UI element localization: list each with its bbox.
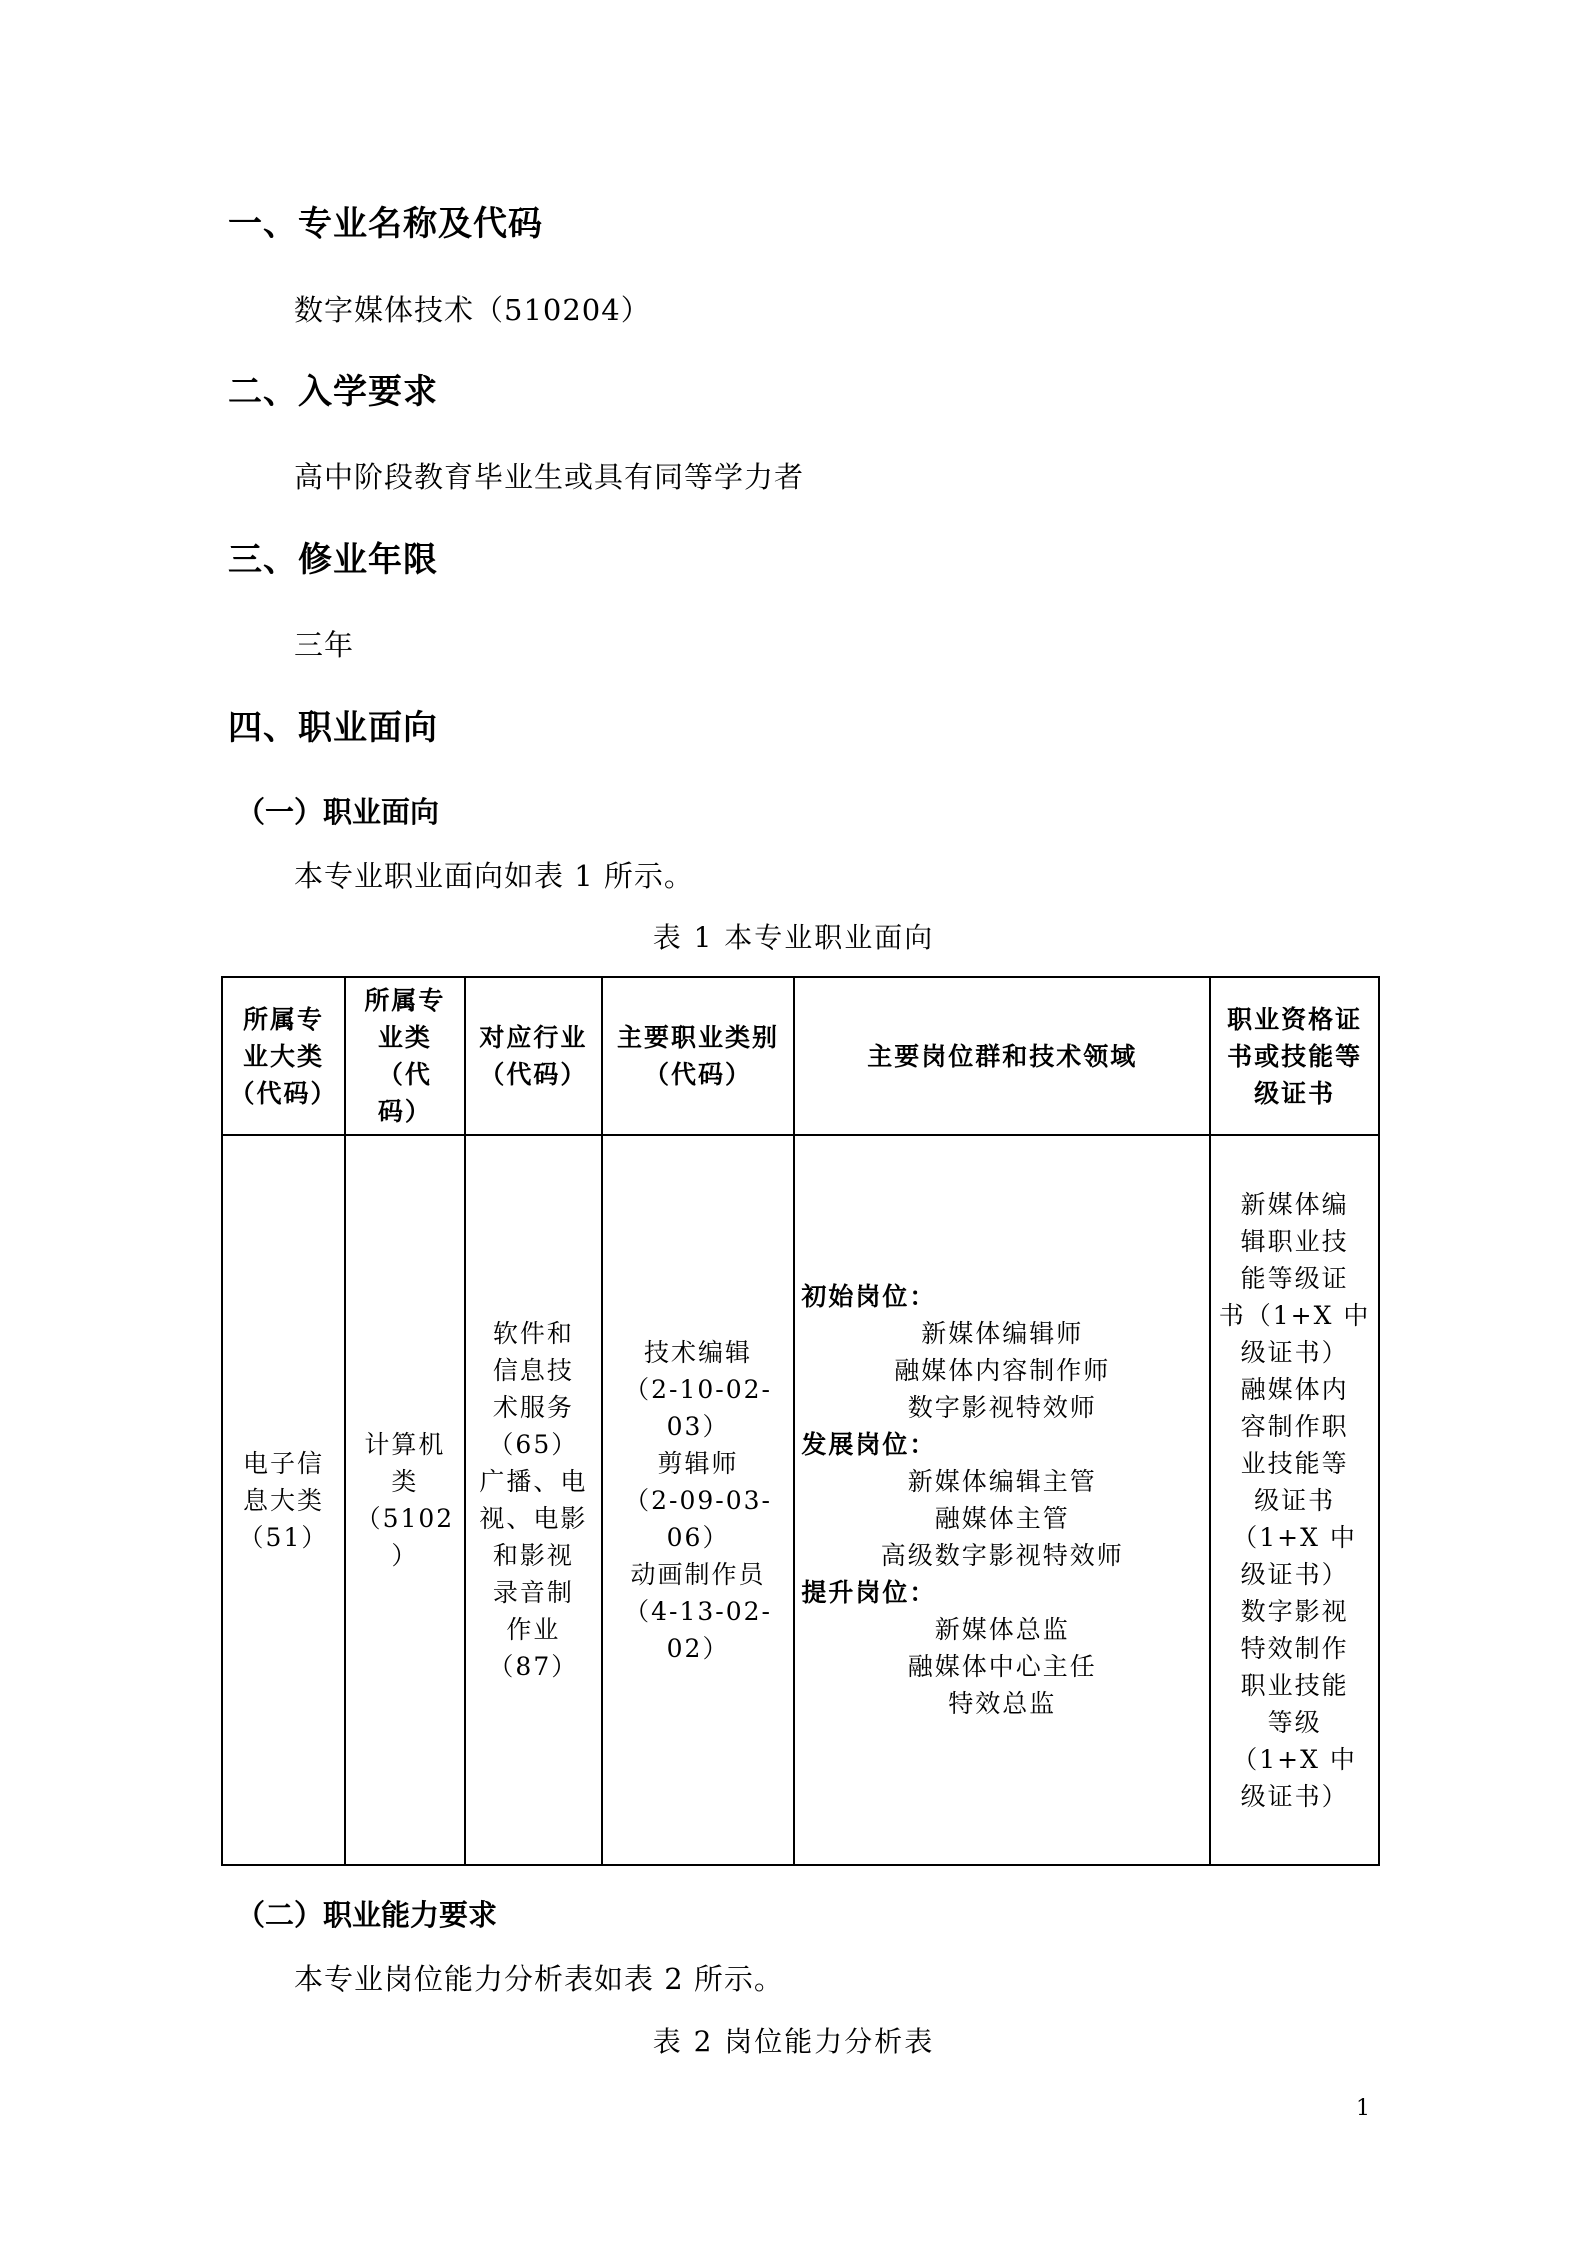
cell-line: 数字影视 bbox=[1240, 1596, 1349, 1626]
section-2-text: 高中阶段教育毕业生或具有同等学力者 bbox=[294, 460, 805, 494]
develop-positions-label: 发展岗位： bbox=[801, 1430, 937, 1459]
cell-line: 和影视 bbox=[492, 1541, 574, 1570]
table-2-intro: 本专业岗位能力分析表如表 2 所示。 bbox=[294, 1962, 784, 1996]
section-1-title: 一、专业名称及代码 bbox=[228, 204, 543, 244]
cell-line: 级证书） bbox=[1240, 1559, 1349, 1589]
cell-line: （1+X 中 bbox=[1232, 1522, 1357, 1552]
cell-line: ） bbox=[391, 1541, 419, 1570]
cell-line: 剪辑师 bbox=[657, 1448, 739, 1478]
cell-line: 电子信 bbox=[242, 1448, 324, 1478]
cell-line: （代码） bbox=[479, 1060, 588, 1089]
table-row bbox=[222, 1135, 1379, 1865]
header-major-class bbox=[345, 977, 465, 1135]
cell-line: 计算机 bbox=[364, 1430, 446, 1459]
promote-positions-label: 提升岗位： bbox=[801, 1578, 937, 1607]
cell-line: 职业技能 bbox=[1240, 1670, 1349, 1700]
cell-line: （2-10-02-03） bbox=[624, 1374, 772, 1441]
position-item: 特效总监 bbox=[948, 1689, 1057, 1718]
cell-line: 息大类 bbox=[242, 1485, 324, 1515]
cell-line: 视、电影 bbox=[479, 1504, 588, 1533]
table-1-intro: 本专业职业面向如表 1 所示。 bbox=[294, 859, 694, 893]
cell-line: （5102 bbox=[355, 1504, 455, 1533]
cell-line: 新媒体编 bbox=[1240, 1189, 1349, 1219]
cell-line: 类 bbox=[391, 1467, 419, 1496]
table-2-caption: 表 2 岗位能力分析表 bbox=[652, 2025, 935, 2058]
cell-major-class bbox=[345, 1135, 465, 1865]
cell-positions bbox=[794, 1135, 1210, 1865]
cell-line: 信息技 bbox=[492, 1356, 574, 1385]
position-item: 新媒体总监 bbox=[934, 1615, 1070, 1644]
header-major-category bbox=[222, 977, 345, 1135]
subsection-2-title: （二）职业能力要求 bbox=[236, 1898, 498, 1932]
section-3-text: 三年 bbox=[294, 628, 355, 662]
position-item: 数字影视特效师 bbox=[907, 1393, 1097, 1422]
promote-positions-list bbox=[801, 1611, 1203, 1722]
cell-line: 级证书） bbox=[1240, 1781, 1349, 1811]
cell-line: 级证书 bbox=[1254, 1485, 1336, 1515]
cell-line: 等级 bbox=[1267, 1707, 1322, 1737]
cell-line: 作业 bbox=[506, 1615, 561, 1644]
cell-line: 书（1+X 中 bbox=[1218, 1300, 1371, 1330]
header-positions bbox=[794, 977, 1210, 1135]
table-1-caption: 表 1 本专业职业面向 bbox=[652, 921, 935, 954]
cell-line: （代码） bbox=[644, 1060, 753, 1089]
cell-line: 业大类 bbox=[242, 1041, 324, 1071]
cell-line: 主要职业类别 bbox=[617, 1023, 780, 1052]
cell-line: 技术编辑 bbox=[644, 1337, 753, 1367]
cell-line: 书或技能等 bbox=[1227, 1041, 1363, 1071]
cell-line: 融媒体内 bbox=[1240, 1374, 1349, 1404]
cell-line: 所属专 bbox=[242, 1004, 324, 1034]
section-3-title: 三、修业年限 bbox=[228, 540, 438, 580]
cell-line: 职业资格证 bbox=[1227, 1004, 1363, 1034]
cell-line: 对应行业 bbox=[479, 1023, 588, 1052]
cell-line: 动画制作员 bbox=[630, 1559, 766, 1589]
position-item: 融媒体主管 bbox=[934, 1504, 1070, 1533]
subsection-1-title: （一）职业面向 bbox=[236, 795, 440, 829]
cell-line: 业类（代 bbox=[377, 1023, 432, 1089]
cell-line: 主要岗位群和技术领域 bbox=[867, 1041, 1138, 1071]
position-item: 新媒体编辑师 bbox=[921, 1319, 1084, 1348]
cell-line: 业技能等 bbox=[1240, 1448, 1349, 1478]
position-item: 融媒体内容制作师 bbox=[894, 1356, 1111, 1385]
cell-line: 广播、电 bbox=[479, 1467, 588, 1496]
position-item: 新媒体编辑主管 bbox=[907, 1467, 1097, 1496]
cell-occupation bbox=[602, 1135, 795, 1865]
cell-line: 级证书 bbox=[1254, 1078, 1336, 1108]
section-4-title: 四、职业面向 bbox=[228, 708, 438, 748]
cell-line: （65） bbox=[488, 1430, 579, 1459]
cell-line: 容制作职 bbox=[1240, 1411, 1349, 1441]
cell-line: 录音制 bbox=[492, 1578, 574, 1607]
cell-line: （51） bbox=[238, 1522, 329, 1552]
header-occupation bbox=[602, 977, 795, 1135]
occupation-table bbox=[221, 976, 1380, 1866]
cell-certificates bbox=[1210, 1135, 1379, 1865]
page-number: 1 bbox=[1356, 2096, 1370, 2121]
cell-line: （1+X 中 bbox=[1232, 1744, 1357, 1774]
section-2-title: 二、入学要求 bbox=[228, 372, 438, 412]
cell-line: 能等级证 bbox=[1240, 1263, 1349, 1293]
cell-line: 所属专 bbox=[364, 986, 446, 1015]
initial-positions-label: 初始岗位： bbox=[801, 1282, 937, 1311]
initial-positions-list bbox=[801, 1315, 1203, 1426]
section-1-text: 数字媒体技术（510204） bbox=[294, 293, 651, 327]
header-certificates bbox=[1210, 977, 1379, 1135]
cell-line: （代码） bbox=[229, 1078, 338, 1108]
cell-line: （2-09-03-06） bbox=[624, 1485, 772, 1552]
cell-line: 码） bbox=[377, 1097, 432, 1126]
cell-industry bbox=[465, 1135, 602, 1865]
table-header-row bbox=[222, 977, 1379, 1135]
cell-line: 辑职业技 bbox=[1240, 1226, 1349, 1256]
cell-line: （4-13-02-02） bbox=[624, 1596, 772, 1663]
cell-line: 软件和 bbox=[492, 1319, 574, 1348]
develop-positions-list bbox=[801, 1463, 1203, 1574]
cell-line: 特效制作 bbox=[1240, 1633, 1349, 1663]
cell-line: 级证书） bbox=[1240, 1337, 1349, 1367]
cell-line: 术服务 bbox=[492, 1393, 574, 1422]
cell-line: （87） bbox=[488, 1652, 579, 1681]
header-industry bbox=[465, 977, 602, 1135]
position-item: 高级数字影视特效师 bbox=[880, 1541, 1124, 1570]
position-item: 融媒体中心主任 bbox=[907, 1652, 1097, 1681]
cell-major-category bbox=[222, 1135, 345, 1865]
